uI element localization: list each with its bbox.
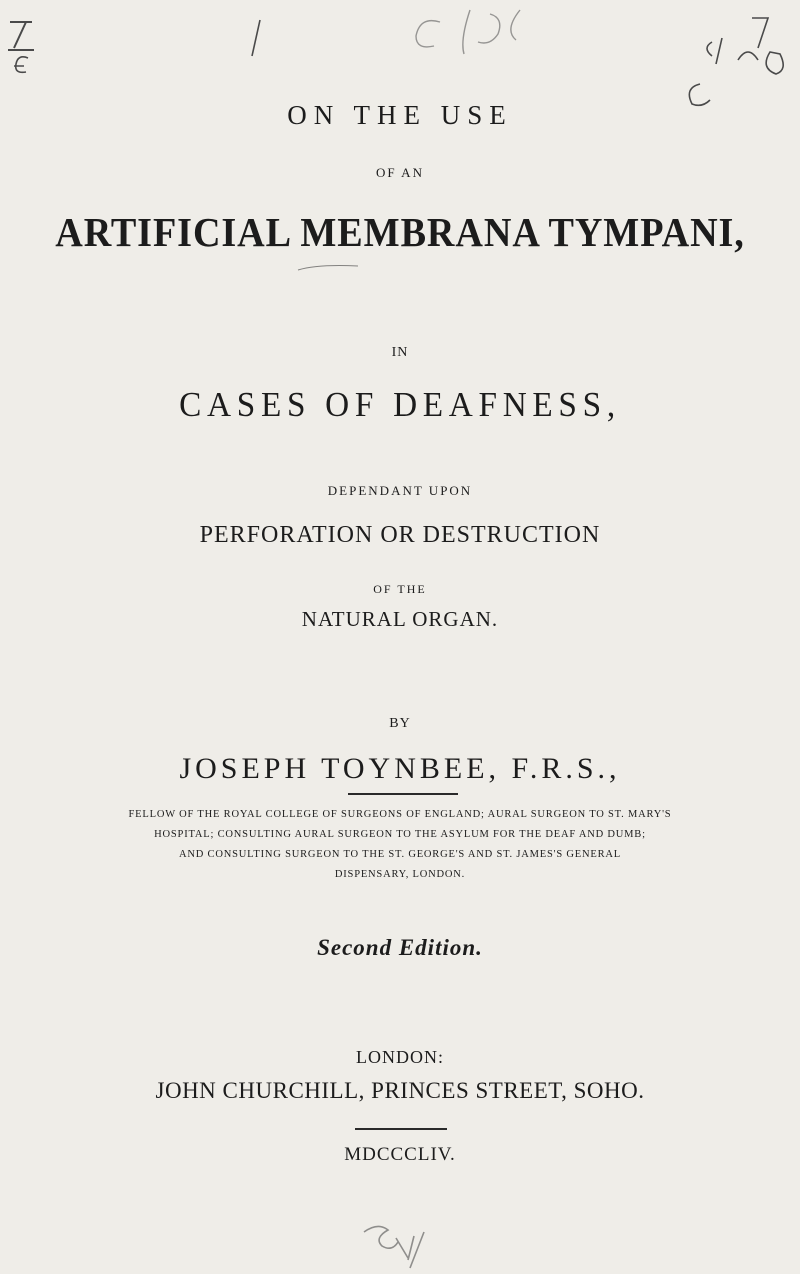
title-line-natural-organ: NATURAL ORGAN. [301, 607, 499, 631]
ink-flourish-under-title [298, 266, 358, 271]
title-line-perforation: PERFORATION OR DESTRUCTION [199, 522, 601, 548]
title-line-of-an: OF AN [376, 165, 424, 180]
author-name: JOSEPH TOYNBEE, F.R.S., [179, 752, 621, 785]
rule-under-author [348, 793, 458, 795]
main-title: ARTIFICIAL MEMBRANA TYMPANI, [55, 209, 745, 255]
title-line-cases: CASES OF DEAFNESS, [179, 385, 621, 424]
author-credentials-line: FELLOW OF THE ROYAL COLLEGE OF SURGEONS OF ENGLAND; AURAL SURGEON TO ST. MARY'S [128, 809, 672, 820]
title-line-by: BY [389, 716, 411, 731]
title-line-dependant: DEPENDANT UPON [327, 483, 473, 498]
pencil-shelfmark-right [689, 18, 783, 105]
title-line-of-the: OF THE [373, 582, 427, 596]
title-line-on-the-use: ON THE USE [287, 100, 513, 130]
imprint-date: MDCCCLIV. [344, 1144, 456, 1165]
pencil-scribble-top-center [252, 10, 520, 56]
author-credentials-line: AND CONSULTING SURGEON TO THE ST. GEORGE'S AND ST. JAMES'S GENERAL [178, 849, 621, 860]
edition-statement: Second Edition. [317, 935, 483, 960]
pencil-shelfmark-left [8, 22, 34, 72]
title-line-in: IN [391, 345, 409, 360]
author-credentials-line: DISPENSARY, LONDON. [334, 869, 466, 880]
imprint-publisher: JOHN CHURCHILL, PRINCES STREET, SOHO. [155, 1078, 645, 1103]
author-credentials-line: HOSPITAL; CONSULTING AURAL SURGEON TO THE ASYLUM FOR THE DEAF AND DUMB; [154, 829, 646, 840]
imprint-city: LONDON: [356, 1047, 444, 1067]
pencil-scribble-bottom [364, 1226, 424, 1268]
rule-imprint [355, 1128, 447, 1130]
